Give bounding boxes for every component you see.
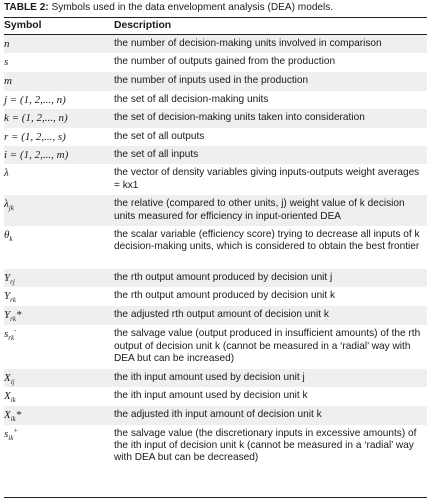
table-row <box>4 287 427 306</box>
description-text: the salvage value (the discretionary inputs in excessive amounts) of the ith input of decision unit k (cannot be measured in a ‘radial’ way with DEA but can be decreased) <box>114 427 417 464</box>
table-row <box>4 195 427 226</box>
description-cell <box>114 226 427 269</box>
description-cell <box>114 406 427 425</box>
description-text: the ith input amount used by decision unit k <box>114 390 308 402</box>
symbol-cell <box>4 226 114 269</box>
symbol-text: λ <box>4 167 9 180</box>
description-text: the rth output amount produced by decision unit j <box>114 272 333 284</box>
description-cell <box>114 72 427 91</box>
symbol-cell <box>4 164 114 195</box>
symbol-text: $Y_{rk}*$ <box>4 309 22 324</box>
table-row <box>4 306 427 325</box>
table-caption <box>4 2 428 14</box>
symbol-text: m <box>4 74 12 87</box>
description-text: the rth output amount produced by decision unit k <box>114 290 336 302</box>
description-cell <box>114 287 427 306</box>
description-text: the vector of density variables giving inputs-outputs weight averages = kx1 <box>114 167 420 191</box>
bottom-rule <box>4 497 427 498</box>
table-row <box>4 164 427 195</box>
symbol-text: $X_{ik}*$ <box>4 408 22 423</box>
description-cell <box>114 195 427 226</box>
description-text: the set of all outputs <box>114 130 205 142</box>
symbol-cell <box>4 195 114 226</box>
description-cell <box>114 425 427 468</box>
description-cell <box>114 164 427 195</box>
symbol-cell <box>4 146 114 164</box>
description-text: the scalar variable (efficiency score) trying to decrease all inputs of k decision-making units, which is considered to obtain the best frontier <box>114 229 420 253</box>
symbols-table <box>4 35 427 468</box>
table-row <box>4 226 427 269</box>
symbol-cell <box>4 109 114 127</box>
symbol-cell <box>4 425 114 468</box>
symbol-text: k = (1, 2,..., n) <box>4 112 68 125</box>
symbol-text: $\theta_k$ <box>4 229 13 244</box>
symbol-text: $Y_{rj}$ <box>4 272 15 287</box>
table-row <box>4 369 427 387</box>
description-cell <box>114 35 427 53</box>
table-row <box>4 35 427 53</box>
table-row <box>4 109 427 127</box>
table-row <box>4 425 427 468</box>
description-cell <box>114 369 427 387</box>
table-row <box>4 91 427 109</box>
symbol-text: s <box>4 56 9 69</box>
symbol-text: $s_{rk}^-$ <box>4 326 17 343</box>
description-cell <box>114 146 427 164</box>
table-row <box>4 387 427 405</box>
description-cell <box>114 128 427 146</box>
symbol-text: $s_{ik}^+$ <box>4 425 19 442</box>
description-text: the set of decision-making units taken into consideration <box>114 112 365 124</box>
description-cell <box>114 109 427 127</box>
symbol-text: $Y_{rk}$ <box>4 290 16 305</box>
symbol-cell <box>4 35 114 53</box>
symbol-cell <box>4 406 114 425</box>
header-symbol: Symbol <box>4 20 42 31</box>
description-text: the number of decision-making units involved in comparison <box>114 38 382 49</box>
description-cell <box>114 53 427 71</box>
table-row <box>4 406 427 425</box>
symbols-table-body <box>4 35 427 468</box>
description-text: the salvage value (output produced in insufficient amounts) of the rth output of decision unit k (cannot be measured in a ‘radial’ way with DEA but can be increased) <box>114 328 421 365</box>
symbol-cell <box>4 287 114 306</box>
symbol-cell <box>4 53 114 71</box>
description-text: the relative (compared to other units, j) weight value of k decision units measured for efficiency in input-oriented DEA <box>114 198 405 222</box>
description-text: the number of outputs gained from the production <box>114 56 336 68</box>
description-text: the set of all inputs <box>114 149 199 161</box>
description-text: the set of all decision-making units <box>114 93 269 105</box>
symbol-cell <box>4 91 114 109</box>
description-cell <box>114 91 427 109</box>
table-row <box>4 146 427 164</box>
symbol-text: $X_{ik}$ <box>4 390 16 405</box>
symbol-cell <box>4 387 114 405</box>
symbol-text: $\lambda_{jk}$ <box>4 198 14 213</box>
description-text: the adjusted ith input amount of decision unit k <box>114 408 322 420</box>
symbol-text: i = (1, 2,..., m) <box>4 149 69 162</box>
symbol-text: n <box>4 38 10 50</box>
symbol-cell <box>4 306 114 325</box>
symbol-text: $X_{ij}$ <box>4 371 15 386</box>
table-row <box>4 72 427 91</box>
symbol-cell <box>4 72 114 91</box>
description-text: the number of inputs used in the production <box>114 74 309 86</box>
symbol-text: j = (1, 2,..., n) <box>4 93 66 106</box>
description-cell <box>114 325 427 368</box>
header-description: Description <box>114 20 172 31</box>
symbol-cell <box>4 269 114 287</box>
table-row <box>4 325 427 368</box>
symbol-cell <box>4 325 114 368</box>
table-row <box>4 269 427 287</box>
description-cell <box>114 387 427 405</box>
symbol-cell <box>4 369 114 387</box>
table-row <box>4 53 427 71</box>
symbol-cell <box>4 128 114 146</box>
symbol-text: r = (1, 2,..., s) <box>4 130 66 143</box>
table-caption-label: TABLE 2: <box>4 2 49 13</box>
description-cell <box>114 269 427 287</box>
table-row <box>4 128 427 146</box>
table-caption-text: Symbols used in the data envelopment analysis (DEA) models. <box>48 2 334 13</box>
top-rule <box>4 17 427 18</box>
description-cell <box>114 306 427 325</box>
description-text: the adjusted rth output amount of decision unit k <box>114 309 329 321</box>
description-text: the ith input amount used by decision unit j <box>114 371 305 383</box>
